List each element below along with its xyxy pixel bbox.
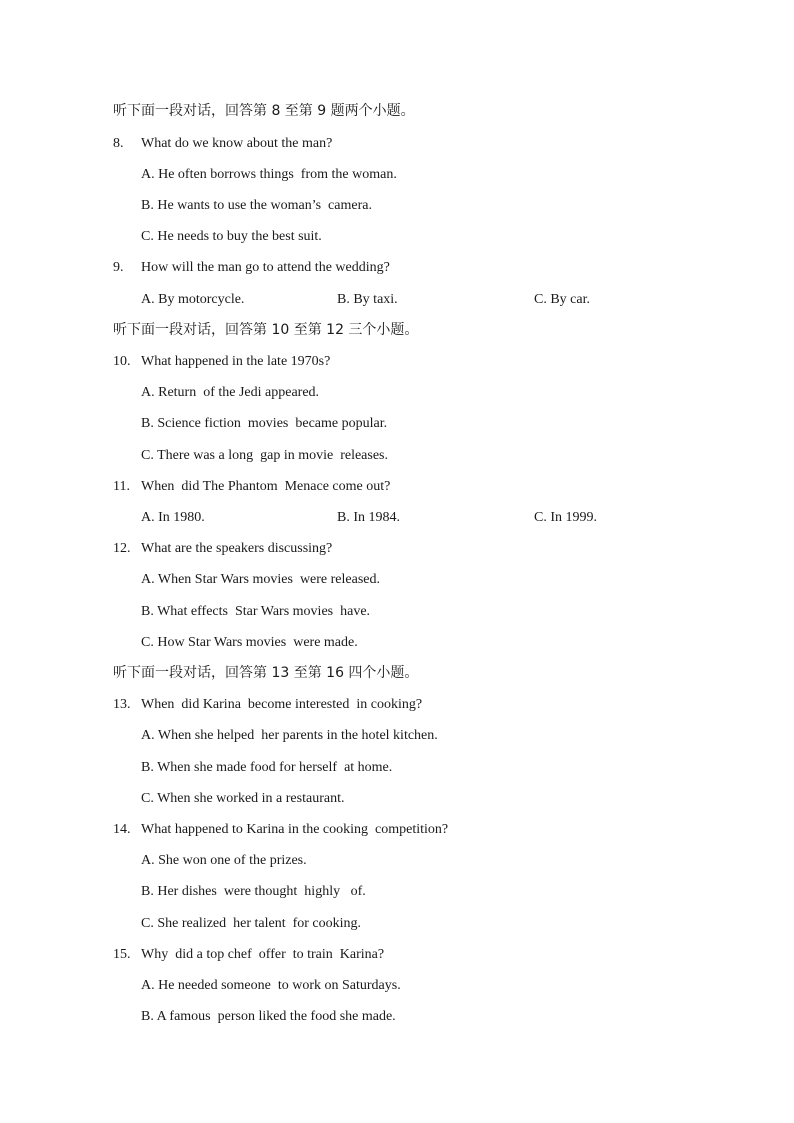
question-number: 13. (113, 697, 131, 712)
question-text: What happened to Karina in the cooking competition? (141, 822, 449, 837)
option-b: B. A famous person liked the food she made. (141, 1009, 396, 1024)
question-number: 12. (113, 541, 131, 556)
option-b: B. When she made food for herself at home. (141, 760, 393, 775)
question-number: 9. (113, 260, 124, 275)
option-a: A. He needed someone to work on Saturdays. (141, 978, 401, 993)
section-heading: 听下面一段对话，回答第 8 至第 9 题两个小题。 (113, 103, 415, 119)
option-c: C. When she worked in a restaurant. (141, 791, 345, 806)
question-number: 15. (113, 947, 131, 962)
question-number: 10. (113, 354, 131, 369)
question-text: When did Karina become interested in cooking? (141, 697, 423, 712)
question-text: How will the man go to attend the wedding? (141, 260, 390, 275)
option-c: C. He needs to buy the best suit. (141, 229, 322, 244)
option-a: A. Return of the Jedi appeared. (141, 385, 320, 400)
option-b: B. By taxi. (337, 292, 398, 307)
question-text: When did The Phantom Menace come out? (141, 479, 391, 494)
question-number: 14. (113, 822, 131, 837)
question-text: Why did a top chef offer to train Karina? (141, 947, 385, 962)
option-c: C. How Star Wars movies were made. (141, 635, 358, 650)
option-b: B. What effects Star Wars movies have. (141, 604, 371, 619)
option-c: C. In 1999. (534, 510, 597, 525)
question-text: What happened in the late 1970s? (141, 354, 331, 369)
question-text: What are the speakers discussing? (141, 541, 333, 556)
option-b: B. Science fiction movies became popular. (141, 416, 388, 431)
section-heading: 听下面一段对话，回答第 10 至第 12 三个小题。 (113, 322, 419, 338)
option-b: B. In 1984. (337, 510, 400, 525)
section-heading: 听下面一段对话，回答第 13 至第 16 四个小题。 (113, 665, 419, 681)
option-b: B. He wants to use the woman’s camera. (141, 198, 372, 213)
option-a: A. By motorcycle. (141, 292, 245, 307)
question-number: 8. (113, 136, 124, 151)
option-a: A. In 1980. (141, 510, 205, 525)
option-a: A. He often borrows things from the woman. (141, 167, 397, 182)
option-a: A. She won one of the prizes. (141, 853, 307, 868)
option-c: C. She realized her talent for cooking. (141, 916, 362, 931)
option-a: A. When Star Wars movies were released. (141, 572, 380, 587)
option-a: A. When she helped her parents in the hotel kitchen. (141, 728, 438, 743)
question-number: 11. (113, 479, 130, 494)
question-text: What do we know about the man? (141, 136, 333, 151)
option-b: B. Her dishes were thought highly of. (141, 884, 366, 899)
option-c: C. There was a long gap in movie releases. (141, 448, 389, 463)
option-c: C. By car. (534, 292, 590, 307)
